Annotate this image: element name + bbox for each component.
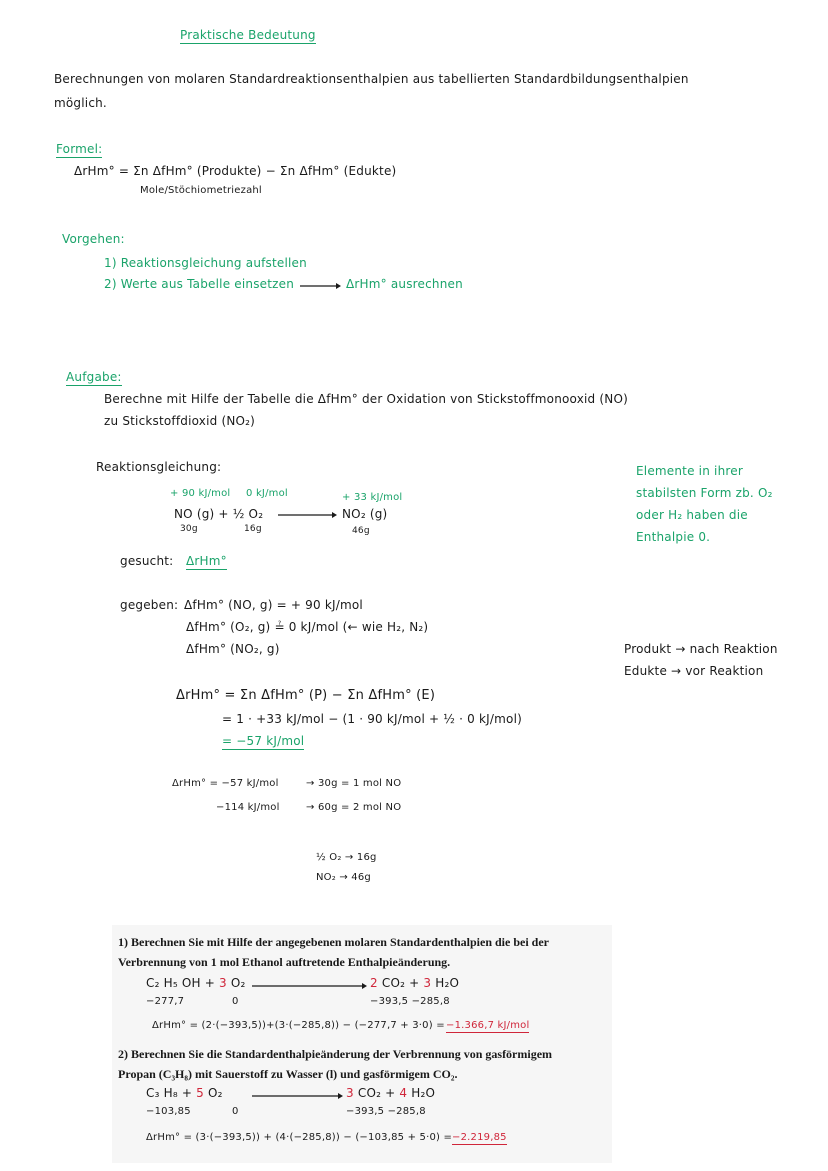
gegeben-label: gegeben: [120,598,179,612]
q2-arrow-icon [252,1090,344,1102]
intro-line-1: Berechnungen von molaren Standardreaktionsenthalpien aus tabellierten Standardbildungsenthalpien [54,72,689,86]
side-note-line: Elemente in ihrer [636,464,743,478]
aufgabe-line-1: Berechne mit Hilfe der Tabelle die ΔfHm° der Oxidation von Stickstoffmonooxid (NO) [104,392,628,406]
gegeben-3: ΔfHm° (NO₂, g) [186,642,280,656]
reaction-arrow-icon [278,509,338,521]
reaktion-label: Reaktionsgleichung: [96,460,222,474]
eq-value-o2: 0 kJ/mol [246,488,288,499]
aufgabe-label: Aufgabe: [66,370,122,384]
intro-line-2: möglich. [54,96,107,110]
eq-value-no2: + 33 kJ/mol [342,492,403,503]
q1-eq-coef: 3 [219,976,227,990]
q2-eq-o2: O₂ [207,1086,223,1100]
q1-calculation: ΔrHm° = (2·(−393,5))+(3·(−285,8)) − (−277,7 + 3·0) = [152,1020,445,1031]
q2-text-2: Propan (C₃H₈) mit Sauerstoff zu Wasser (l) und gasförmigem CO₂. [118,1067,458,1081]
side-note-elements [636,460,773,548]
q1-eq-h2o: H₂O [435,976,460,990]
q1-text-2: Verbrennung von 1 mol Ethanol auftretende Enthalpieänderung. [118,955,451,969]
q1-value-right: −393,5 −285,8 [370,996,450,1007]
q1-equation-right [370,976,459,990]
gegeben-1: ΔfHm° (NO, g) = + 90 kJ/mol [184,598,363,612]
arrow-icon [300,280,342,292]
eq-right: NO₂ (g) [342,507,388,521]
page-title: Praktische Bedeutung [180,28,316,42]
calc-result: = −57 kJ/mol [222,734,305,748]
side-note-line: oder H₂ haben die [636,508,748,522]
conv-line-2-left: −114 kJ/mol [216,802,280,813]
conv-line-1-left: ΔrHm° = −57 kJ/mol [172,778,279,789]
step-1: 1) Reaktionsgleichung aufstellen [104,256,307,270]
q2-eq-coef: 5 [196,1086,204,1100]
eq-mass-no: 30g [180,524,198,534]
q2-value-o2: 0 [232,1106,239,1117]
q1-text-1: 1) Berechnen Sie mit Hilfe der angegebenen molaren Standardenthalpien die bei der [118,935,549,949]
calc-line-1: ΔrHm° = Σn ΔfHm° (P) − Σn ΔfHm° (E) [176,688,436,703]
step-2: 2) Werte aus Tabelle einsetzen [104,277,295,291]
conv-line-2-right: → 60g = 2 mol NO [306,802,402,813]
q1-arrow-icon [252,980,368,992]
q2-eq-reactant: C₃ H₈ + [146,1086,193,1100]
conv-line-3: ½ O₂ → 16g [316,852,377,863]
eq-left: NO (g) + ½ O₂ [174,507,264,521]
q2-text-1: 2) Berechnen Sie die Standardenthalpieänderung der Verbrennung von gasförmigem [118,1047,553,1061]
conv-line-4: NO₂ → 46g [316,872,371,883]
side-note-produkt [624,638,778,682]
q1-eq-product: CO₂ + [381,976,420,990]
q2-eq-coef: 3 [346,1086,354,1100]
formel-label: Formel: [56,142,103,156]
q2-equation-right: 3 CO₂ + 4 H₂O [346,1086,436,1100]
step-2-result: ΔrHm° ausrechnen [346,277,463,291]
vorgehen-label: Vorgehen: [62,232,125,246]
q1-equation-left [146,976,246,990]
q2-eq-co2: CO₂ [357,1086,382,1100]
calc-line-2: = 1 · +33 kJ/mol − (1 · 90 kJ/mol + ½ · 0 kJ/mol) [222,712,522,726]
q1-eq-coef: 2 [370,976,378,990]
q1-value-left: −277,7 [146,996,185,1007]
side-note-line: Edukte → vor Reaktion [624,664,764,678]
eq-value-no: + 90 kJ/mol [170,488,231,499]
aufgabe-line-2: zu Stickstoffdioxid (NO₂) [104,414,256,428]
side-note-line: Produkt → nach Reaktion [624,642,778,656]
q1-result: −1.366,7 kJ/mol [446,1020,530,1031]
q1-value-o2: 0 [232,996,239,1007]
gegeben-2: ΔfHm° (O₂, g) ≟ 0 kJ/mol (← wie H₂, N₂) [186,620,429,634]
q1-eq-reactant: C₂ H₅ OH + [146,976,215,990]
gesucht-label: gesucht: [120,554,174,568]
side-note-line: Enthalpie 0. [636,530,711,544]
q2-result: −2.219,85 [452,1132,507,1143]
q1-eq-coef: 3 [423,976,432,990]
formel-note: Mole/Stöchiometriezahl [140,185,262,196]
conv-line-1-right: → 30g = 1 mol NO [306,778,402,789]
q2-equation-left [146,1086,223,1100]
side-note-line: stabilsten Form zb. O₂ [636,486,773,500]
gesucht-value: ΔrHm° [186,554,227,568]
q2-eq-h2o: H₂O [411,1086,436,1100]
q2-calculation: ΔrHm° = (3·(−393,5)) + (4·(−285,8)) − (−103,85 + 5·0) = [146,1132,453,1143]
formel: ΔrHm° = Σn ΔfHm° (Produkte) − Σn ΔfHm° (Edukte) [74,164,397,178]
q2-value-right: −393,5 −285,8 [346,1106,426,1117]
q1-eq-o2: O₂ [230,976,246,990]
eq-mass-o2: 16g [244,524,262,534]
q2-eq-coef: 4 [399,1086,408,1100]
q2-value-left: −103,85 [146,1106,191,1117]
eq-mass-no2: 46g [352,526,370,536]
